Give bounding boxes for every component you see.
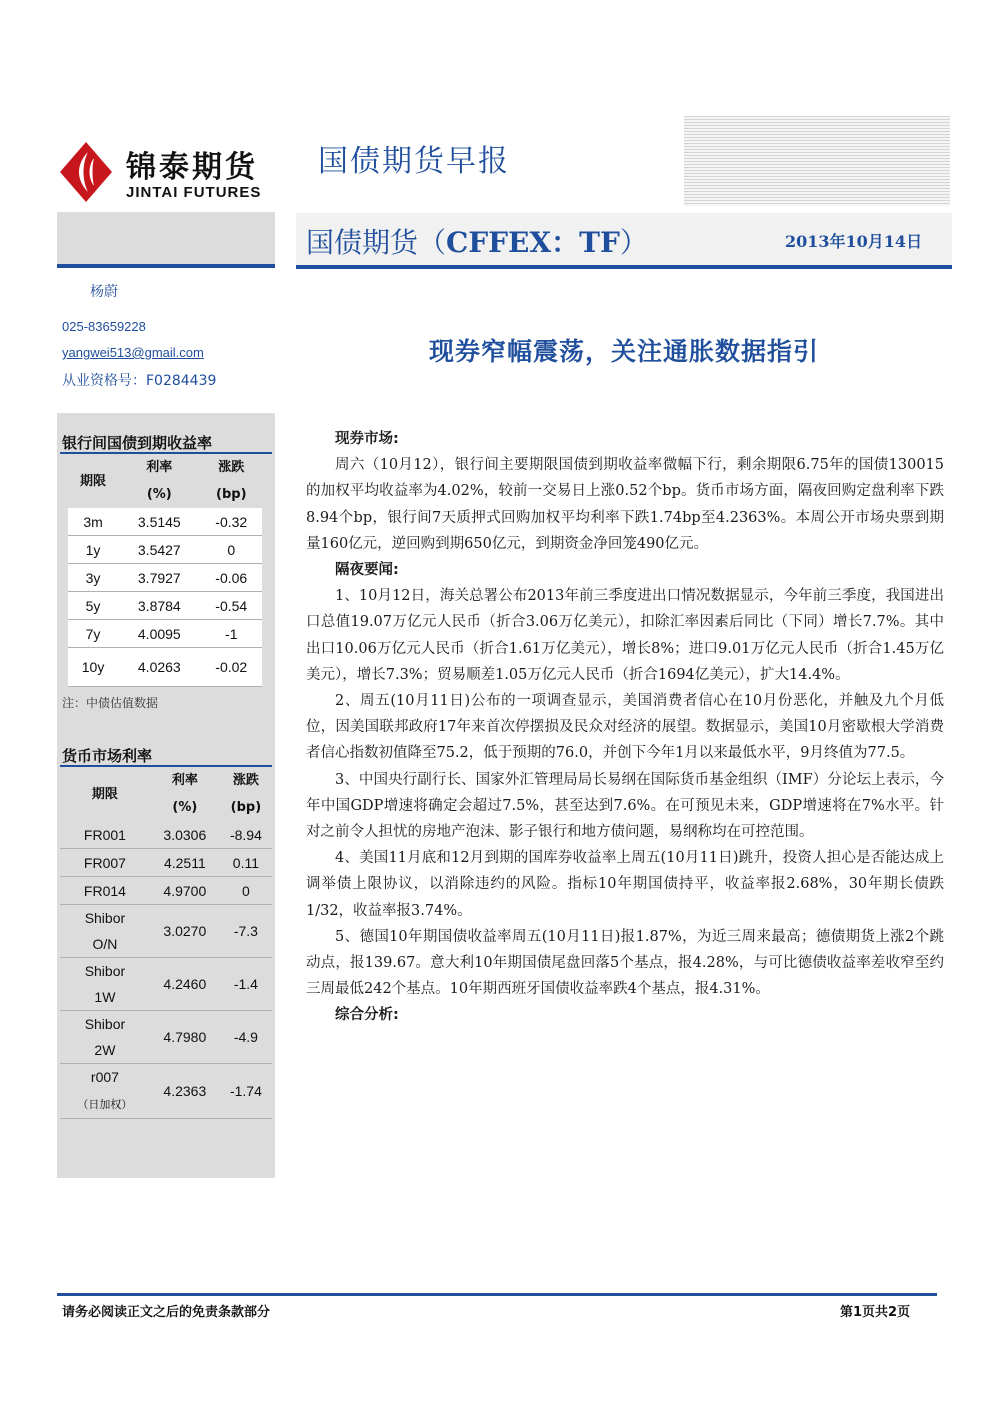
term-cell: FR001 [83,826,126,843]
footer-rule [57,1293,937,1296]
banner-rule [296,265,952,269]
report-date: 2013年10月14日 [785,232,923,251]
header-change-unit: (bp) [216,487,247,502]
company-logo [58,140,278,204]
change-cell: -8.94 [229,826,262,843]
table-row [60,821,272,849]
term-line-1: Shibor [84,1016,126,1032]
term-cell [60,905,150,958]
rate-cell: 4.0095 [137,625,181,642]
header-term: 期限 [91,786,118,802]
table-row [68,648,262,687]
table-row [68,536,262,564]
header-change: 涨跌 [232,773,259,788]
rate-cell: 3.5427 [137,541,181,558]
money-market-title: 货币市场利率 [62,747,153,765]
banner-prefix: 国债期货（ [306,226,447,259]
term-line-1: r007 [90,1069,119,1085]
table-row [60,877,272,905]
change-cell: -4.9 [233,1029,258,1045]
article-body [306,426,944,1029]
table-row [68,620,262,648]
rate-cell: 3.0306 [163,826,207,843]
banner-title [306,221,648,261]
footer-disclaimer: 请务必阅读正文之后的免责条款部分 [62,1305,271,1320]
term-cell: 5y [85,597,101,614]
logo-name-cn: 锦泰期货 [126,150,258,185]
rate-cell: 4.2511 [163,854,206,871]
paragraph-spot: 周六（10月12），银行间主要期限国债到期收益率微幅下行，剩余期限6.75年的国债130015的加权平均收益率为4.02%，较前一交易日上涨0.52个bp。货币市场方面，隔夜回购定盘利率下跌8.94个bp，银行间7天质押式回购加权平均利率下跌1.74bp至4.2363%。本周公开市场央票到期量160亿元，逆回购到期650亿元，到期资金净回笼490亿元。 [306,457,944,552]
table-row [60,905,272,958]
term-line-2: 2W [94,1042,116,1058]
banner-suffix: ） [619,226,648,259]
term-line-2: 1W [94,989,116,1005]
banner-code: CFFEX：TF [446,226,620,259]
logo-name-en: JINTAI FUTURES [126,184,262,201]
change-cell: 0.11 [232,854,260,871]
term-cell [60,1064,150,1119]
change-cell: 0 [242,882,250,899]
header-stripes [684,116,950,206]
table-row [60,849,272,877]
money-market-table [60,767,272,1119]
rate-cell: 3.5145 [137,513,181,530]
table-note: 注：中债估值数据 [62,696,159,710]
rate-cell: 3.8784 [137,597,181,614]
header-rate-unit: (%) [146,487,172,502]
rate-cell: 3.0270 [163,923,207,939]
paragraph-news-5: 5、德国10年期国债收益率周五(10月11日)报1.87%，为近三周来最高；德债期货上涨2个跳动点，报139.67。意大利10年期国债尾盘回落5个基点，报4.28%，与可比德债收益率差收窄至约三周最低242个基点。10年期西班牙国债收益率跌4个基点，报4.31%。 [306,928,944,998]
bond-yield-title: 银行间国债到期收益率 [62,434,213,452]
paragraph-news-2: 2、周五(10月11日)公布的一项调查显示，美国消费者信心在10月份恶化，并触及九个月低位，因美国联邦政府17年来首次停摆损及民众对经济的展望。数据显示，美国10月密歇根大学消费者信心指数初值降至75.2，低于预期的76.0，并创下今年1月以来最低水平，9月终值为77.5。 [306,693,944,762]
table-row [60,1011,272,1064]
table-row [68,564,262,592]
change-cell: -0.32 [215,513,248,530]
analyst-name: 杨蔚 [90,284,118,300]
jintai-logo-icon [58,140,114,204]
term-cell [60,1011,150,1064]
report-title: 国债期货早报 [318,144,510,179]
section-heading-news: 隔夜要闻: [335,562,399,579]
header-term: 期限 [80,473,107,489]
term-cell: 3m [83,513,103,530]
term-cell: 7y [85,625,101,642]
paragraph-news-3: 3、中国央行副行长、国家外汇管理局局长易纲在国际货币基金组织（IMF）分论坛上表示，今年中国GDP增速将确定会超过7.5%，甚至达到7.6%。在可预见未来，GDP增速将在7%水平。针对之前令人担忧的房地产泡沫、影子银行和地方债问题，易纲称均在可控范围。 [306,771,944,841]
rate-cell: 4.9700 [163,882,207,899]
rate-cell: 4.2363 [163,1083,207,1099]
change-cell: -7.3 [233,923,258,939]
section-heading-spot: 现券市场: [335,431,399,447]
section-heading-analysis: 综合分析: [335,1007,399,1024]
change-cell: -1.4 [233,976,258,992]
term-cell [60,958,150,1011]
header-rate: 利率 [171,773,198,788]
rate-cell: 4.7980 [163,1029,207,1045]
rate-cell: 4.2460 [163,976,207,992]
header-rate: 利率 [146,460,173,475]
analyst-license: 从业资格号：F0284439 [62,373,217,389]
header-change-unit: (bp) [230,800,262,815]
table-row [68,508,262,536]
table-row [68,592,262,620]
change-cell: -0.06 [215,569,248,586]
term-line-1: Shibor [84,910,126,926]
term-cell: 3y [85,569,101,586]
term-line-2: O/N [92,936,118,952]
term-line-1: Shibor [84,963,126,979]
table-row [60,1064,272,1119]
change-cell: -0.02 [215,659,248,675]
term-cell: FR007 [83,854,126,871]
change-cell: 0 [227,541,236,558]
paragraph-news-4: 4、美国11月底和12月到期的国库券收益率上周五(10月11日)跳升，投资人担心是否能达成上调举债上限协议，以消除违约的风险。指标10年期国债持平，收益率报2.68%，30年期长债跌1/32，收益率报3.74%。 [306,850,944,919]
term-cell: 10y [81,659,105,675]
analyst-phone: 025-83659228 [62,319,146,334]
rate-cell: 4.0263 [137,659,181,675]
bond-yield-table [68,454,262,687]
term-cell: 1y [85,541,101,558]
change-cell: -0.54 [215,597,248,614]
header-change: 涨跌 [218,460,245,475]
rate-cell: 3.7927 [137,569,181,586]
page-number: 第1页共2页 [840,1305,911,1320]
paragraph-news-1: 1、10月12日，海关总署公布2013年前三季度进出口情况数据显示，今年前三季度，我国进出口总值19.07万亿元人民币（折合3.06万亿美元），扣除汇率因素后同比（下同）增长7.7%。其中出口10.06万亿元人民币（折合1.61万亿美元），增长8%；进口9.01万亿元人民币（折合1.45万亿美元），增长7.3%；贸易顺差1.05万亿元人民币（折合1694亿美元），扩大14.4%。 [306,588,944,683]
headline: 现券窄幅震荡，关注通胀数据指引 [428,337,819,366]
term-line-2: （日加权） [77,1099,133,1111]
header-rate-unit: (%) [172,800,198,815]
change-cell: -1.74 [229,1083,262,1099]
analyst-email-link[interactable]: yangwei513@gmail.com [62,345,204,360]
term-cell: FR014 [83,882,126,899]
table-row [60,958,272,1011]
change-cell: -1 [225,625,238,642]
